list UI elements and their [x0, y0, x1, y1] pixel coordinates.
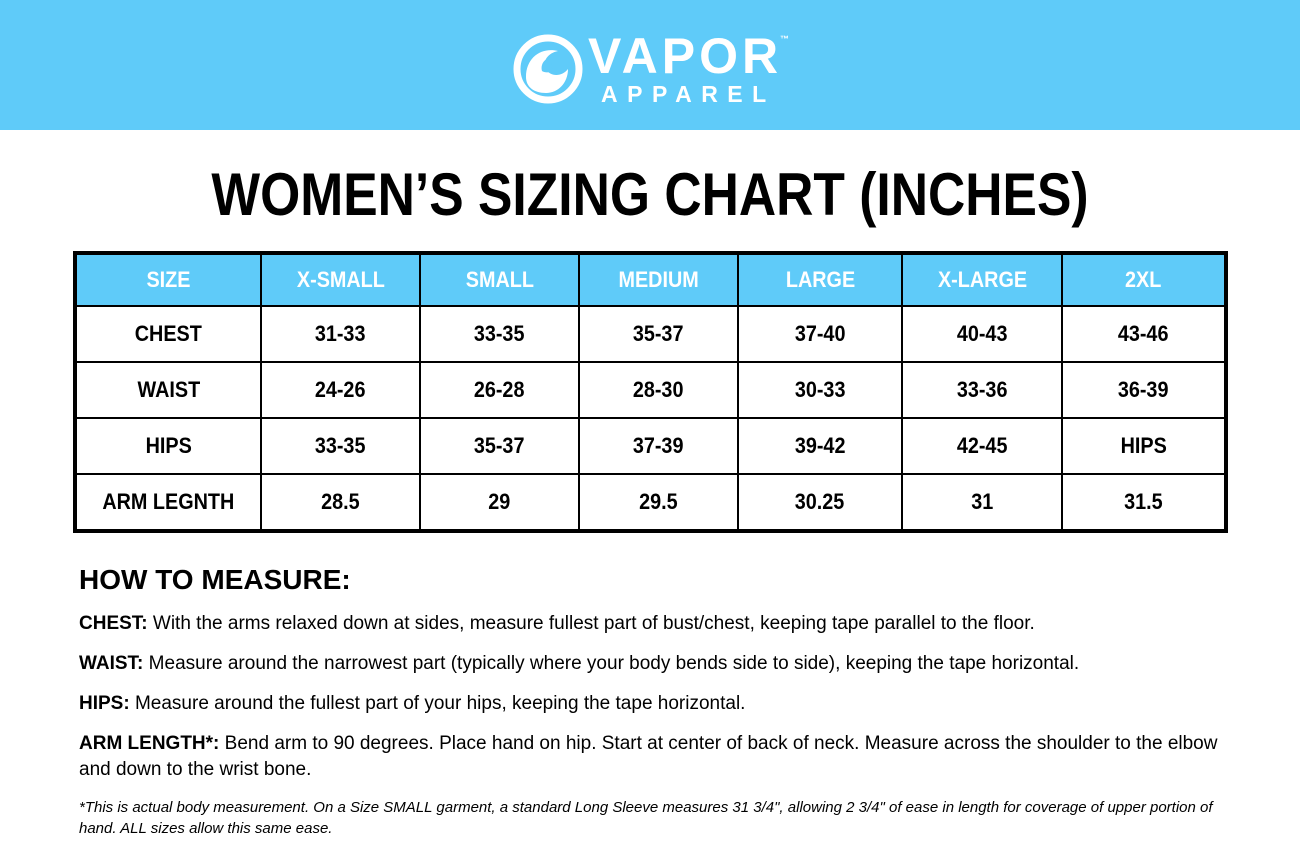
- header-cell: MEDIUM: [579, 253, 738, 306]
- table-cell: 31.5: [1062, 474, 1226, 531]
- header-cell: SMALL: [420, 253, 579, 306]
- header-cell: 2XL: [1062, 253, 1226, 306]
- table-cell: 33-35: [261, 418, 420, 474]
- table-cell: 29.5: [579, 474, 738, 531]
- brand-logo: [588, 28, 789, 107]
- measure-item-chest: [79, 611, 1239, 637]
- measure-text: Measure around the narrowest part (typically where your body bends side to side), keeping the tape horizontal.: [143, 653, 1080, 674]
- measure-item-waist: [79, 651, 1239, 677]
- table-cell: 40-43: [902, 306, 1062, 362]
- measure-label: ARM LENGTH*:: [79, 733, 220, 754]
- table-cell: 33-35: [420, 306, 579, 362]
- footnote: *This is actual body measurement. On a Size SMALL garment, a standard Long Sleeve measures 31 3/4", allowing 2 3/4" of ease in length for coverage of upper portion of hand. ALL sizes allow this same ease.: [79, 799, 1213, 837]
- table-cell: 31-33: [261, 306, 420, 362]
- row-label: WAIST: [75, 362, 261, 418]
- table-cell: 37-40: [738, 306, 902, 362]
- brand-name: VAPOR: [588, 28, 783, 84]
- header-cell: X-LARGE: [902, 253, 1062, 306]
- trademark-symbol: ™: [780, 34, 789, 44]
- table-cell: 42-45: [902, 418, 1062, 474]
- page-title: WOMEN’S SIZING CHART (INCHES): [211, 161, 1089, 228]
- table-cell: 30.25: [738, 474, 902, 531]
- table-row: [75, 362, 1226, 418]
- table-cell: HIPS: [1062, 418, 1226, 474]
- measure-text: Bend arm to 90 degrees. Place hand on hip. Start at center of back of neck. Measure across the shoulder to the elbow and down to the wrist bone.: [79, 733, 1218, 780]
- table-cell: 28.5: [261, 474, 420, 531]
- measure-item-arm-length: [79, 731, 1239, 783]
- row-label: CHEST: [75, 306, 261, 362]
- table-row: [75, 306, 1226, 362]
- table-cell: 36-39: [1062, 362, 1226, 418]
- measure-label: HIPS:: [79, 693, 130, 714]
- header-cell: X-SMALL: [261, 253, 420, 306]
- table-cell: 43-46: [1062, 306, 1226, 362]
- measure-label: WAIST:: [79, 653, 144, 674]
- brand-banner: [0, 0, 1300, 130]
- table-cell: 33-36: [902, 362, 1062, 418]
- table-cell: 24-26: [261, 362, 420, 418]
- table-cell: 39-42: [738, 418, 902, 474]
- table-cell: 28-30: [579, 362, 738, 418]
- row-label: ARM LEGNTH: [75, 474, 261, 531]
- measure-text: With the arms relaxed down at sides, measure fullest part of bust/chest, keeping tape parallel to the floor.: [147, 613, 1035, 634]
- table-cell: 29: [420, 474, 579, 531]
- wave-icon: [512, 33, 584, 105]
- table-cell: 35-37: [579, 306, 738, 362]
- how-to-measure-section: [79, 562, 1239, 797]
- brand-subtitle: APPAREL: [601, 81, 776, 107]
- table-cell: 26-28: [420, 362, 579, 418]
- sizing-table: [73, 251, 1228, 533]
- table-cell: 35-37: [420, 418, 579, 474]
- header-cell: SIZE: [75, 253, 261, 306]
- table-header-row: [75, 253, 1226, 306]
- measure-label: CHEST:: [79, 613, 148, 634]
- measure-heading: HOW TO MEASURE:: [79, 564, 351, 595]
- table-cell: 30-33: [738, 362, 902, 418]
- measure-item-hips: [79, 691, 1239, 717]
- measure-text: Measure around the fullest part of your hips, keeping the tape horizontal.: [129, 693, 746, 714]
- table-row: [75, 418, 1226, 474]
- table-row: [75, 474, 1226, 531]
- table-cell: 37-39: [579, 418, 738, 474]
- row-label: HIPS: [75, 418, 261, 474]
- table-cell: 31: [902, 474, 1062, 531]
- header-cell: LARGE: [738, 253, 902, 306]
